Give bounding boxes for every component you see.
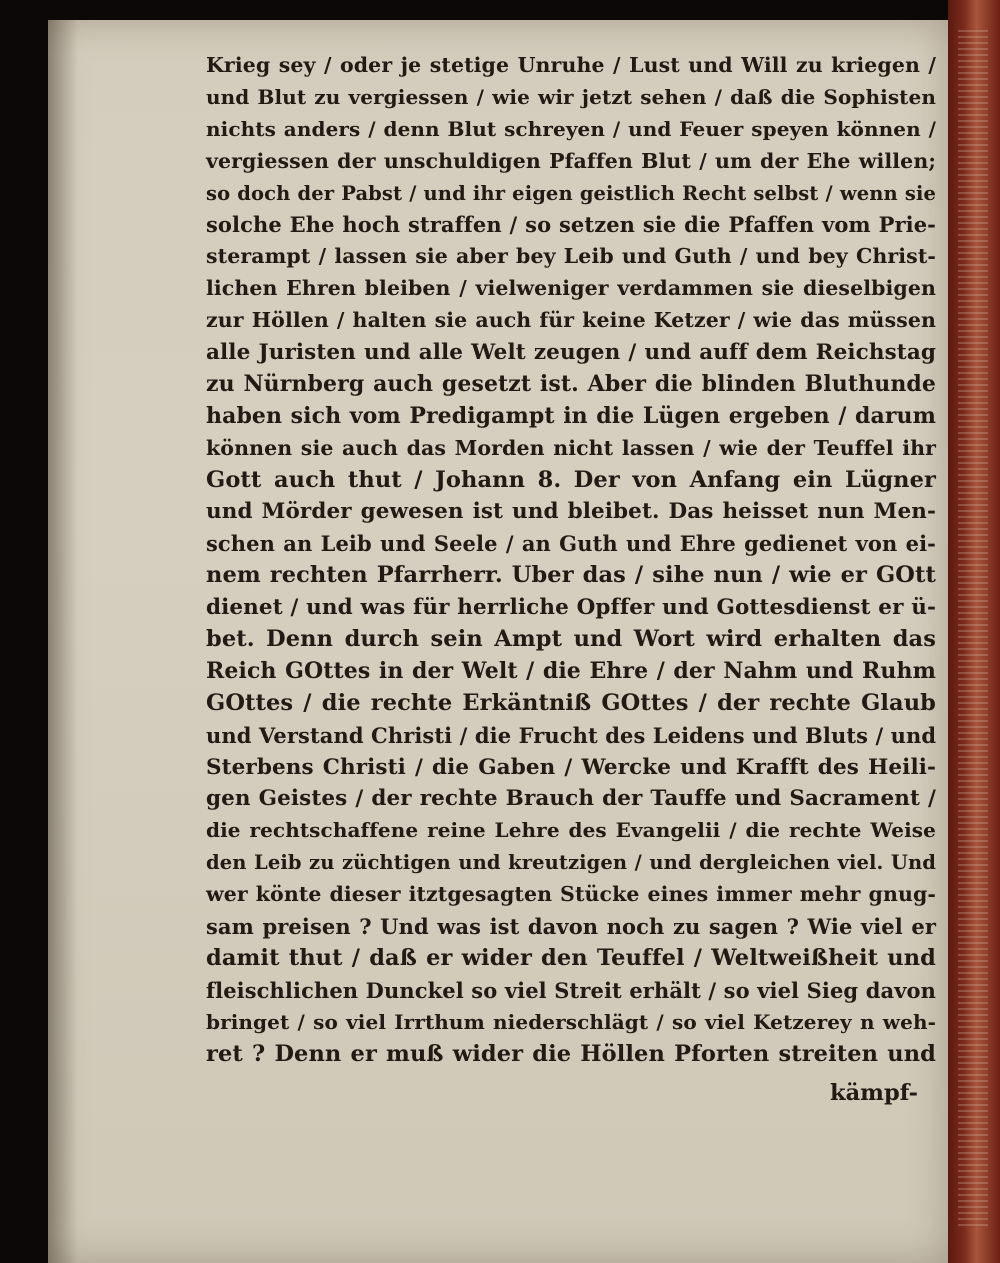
text-line: lichen Ehren bleiben / vielweniger verdammen sie dieselbigen [206,276,936,301]
text-line: Krieg sey / oder je stetige Unruhe / Lust und Will zu kriegen / [206,53,936,77]
text-line: GOttes / die rechte Erkäntniß GOttes / der rechte Glaub [206,689,936,716]
body-text [206,50,936,1071]
text-line: haben sich vom Predigampt in die Lügen ergeben / darum [206,402,936,429]
text-line: schen an Leib und Seele / an Guth und Ehre gedienet von ei- [206,531,936,557]
catchword: kämpf- [830,1080,918,1106]
text-line: gen Geistes / der rechte Brauch der Tauffe und Sacrament / [206,786,936,812]
text-line: bringet / so viel Irrthum niederschlägt / so viel Ketzerey n weh- [206,1009,936,1034]
text-line: so doch der Pabst / und ihr eigen geistlich Recht selbst / wenn sie [206,181,936,205]
text-line: sterampt / lassen sie aber bey Leib und Guth / und bey Christ- [206,244,936,269]
text-line: wer könte dieser itztgesagten Stücke eines immer mehr gnug- [206,882,936,907]
text-line: Gott auch thut / Johann 8. Der von Anfang ein Lügner [206,466,936,493]
text-line: und Mörder gewesen ist und bleibet. Das heisset nun Men- [206,499,936,525]
binding-stripe [958,30,988,1230]
text-line: ret ? Denn er muß wider die Höllen Pforten streiten und [206,1040,936,1067]
text-line: dienet / und was für herrliche Opffer und Gottesdienst er ü- [206,595,936,621]
text-line: damit thut / daß er wider den Teuffel / Weltweißheit und [206,944,936,971]
text-line: Sterbens Christi / die Gaben / Wercke und Krafft des Heili- [206,754,936,780]
text-line: vergiessen der unschuldigen Pfaffen Blut / um der Ehe willen; [206,148,936,173]
text-line: zur Höllen / halten sie auch für keine Ketzer / wie das müssen [206,308,936,333]
text-line: können sie auch das Morden nicht lassen / wie der Teuffel ihr [206,435,936,460]
text-line: bet. Denn durch sein Ampt und Wort wird erhalten das [206,626,936,653]
text-line: die rechtschaffene reine Lehre des Evangelii / die rechte Weise [206,818,936,843]
book-binding-edge [948,0,1000,1263]
text-line: solche Ehe hoch straffen / so setzen sie die Pfaffen vom Prie- [206,212,936,238]
text-line: und Verstand Christi / die Frucht des Leidens und Bluts / und [206,722,937,748]
text-line: sam preisen ? Und was ist davon noch zu sagen ? Wie viel er [206,914,936,940]
text-line: fleischlichen Dunckel so viel Streit erhält / so viel Sieg davon [206,977,936,1003]
text-line: nem rechten Pfarrherr. Uber das / sihe nun / wie er GOtt [206,562,936,589]
text-line: alle Juristen und alle Welt zeugen / und auff dem Reichstag [206,340,936,366]
page-gutter-shadow [48,20,78,1263]
text-line: und Blut zu vergiessen / wie wir jetzt sehen / daß die Sophisten [206,84,936,109]
text-line: den Leib zu züchtigen und kreutzigen / und dergleichen viel. Und [206,851,936,875]
text-line: nichts anders / denn Blut schreyen / und Feuer speyen können / [206,116,936,141]
text-line: Reich GOttes in der Welt / die Ehre / der Nahm und Ruhm [206,657,936,684]
text-line: zu Nürnberg auch gesetzt ist. Aber die blinden Bluthunde [206,370,936,397]
